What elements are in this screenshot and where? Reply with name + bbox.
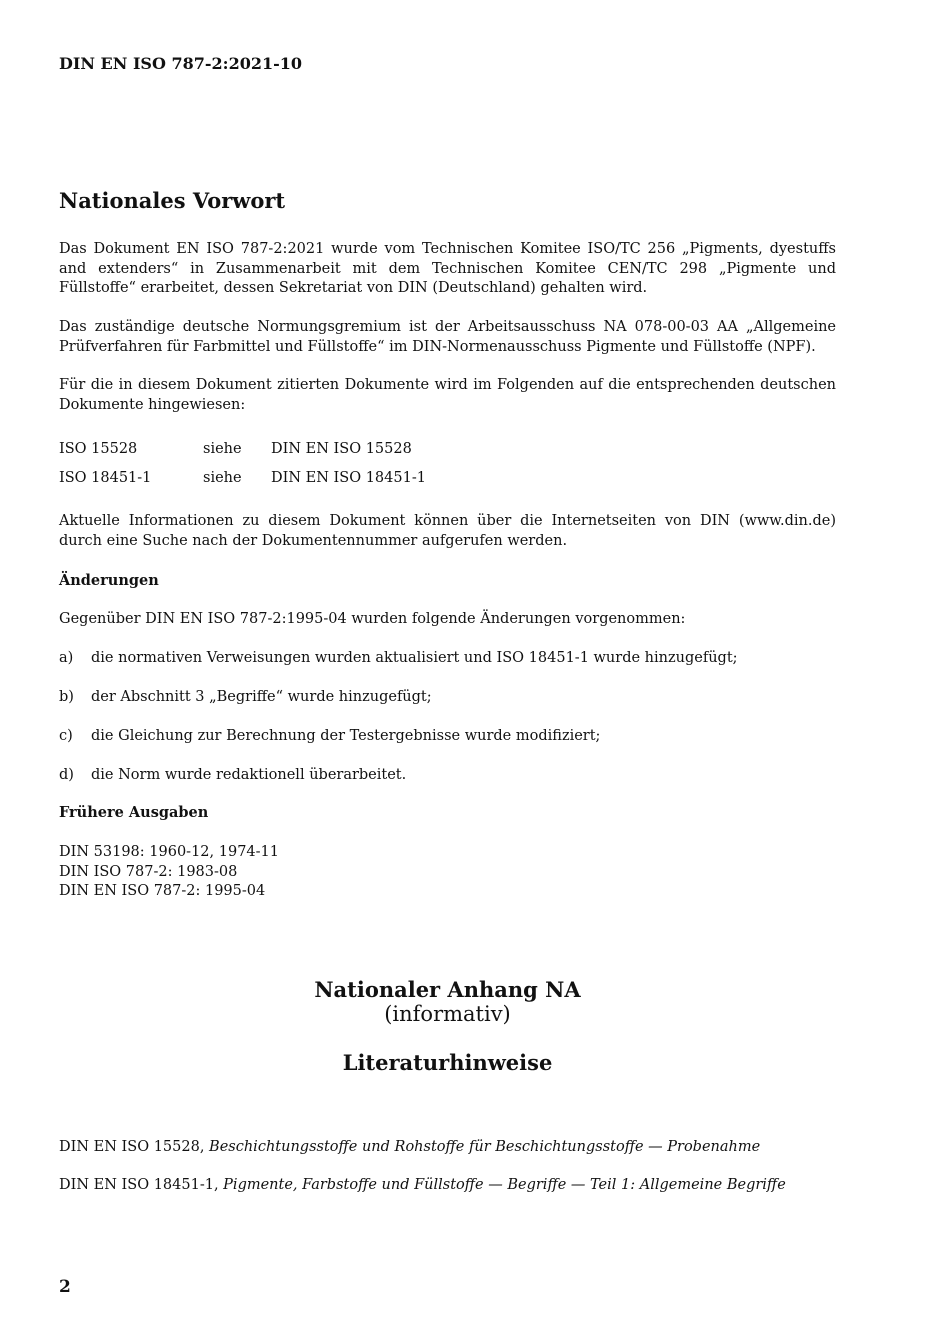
earlier-edition-line: DIN ISO 787-2: 1983-08 xyxy=(59,863,238,880)
section-title-national-foreword: Nationales Vorwort xyxy=(59,188,286,213)
list-marker: d) xyxy=(59,767,74,783)
reference-see: siehe xyxy=(203,470,242,486)
reference-iso: ISO 15528 xyxy=(59,441,138,457)
list-marker: c) xyxy=(59,728,73,744)
earlier-editions-heading: Frühere Ausgaben xyxy=(59,804,209,821)
bibliography-entry xyxy=(59,1138,836,1157)
list-text: der Abschnitt 3 „Begriffe“ wurde hinzugefügt; xyxy=(91,689,432,705)
bibliography-ref: DIN EN ISO 18451-1, xyxy=(59,1177,224,1193)
list-marker: b) xyxy=(59,689,74,705)
reference-iso: ISO 18451-1 xyxy=(59,470,152,486)
reference-see: siehe xyxy=(203,441,242,457)
list-text: die normativen Verweisungen wurden aktualisiert und ISO 18451-1 wurde hinzugefügt; xyxy=(91,650,738,666)
annex-title: Nationaler Anhang NA xyxy=(314,977,581,1002)
document-header-id: DIN EN ISO 787-2:2021-10 xyxy=(59,54,303,73)
list-text: die Gleichung zur Berechnung der Testergebnisse wurde modifiziert; xyxy=(91,728,601,744)
list-marker: a) xyxy=(59,650,74,666)
bibliography-entry xyxy=(59,1176,836,1195)
page-number: 2 xyxy=(59,1277,71,1297)
reference-din: DIN EN ISO 15528 xyxy=(271,441,412,457)
changes-intro: Gegenüber DIN EN ISO 787-2:1995-04 wurden folgende Änderungen vorgenommen: xyxy=(59,611,686,627)
annex-subtitle: (informativ) xyxy=(384,1002,511,1026)
foreword-paragraph-4: Aktuelle Informationen zu diesem Dokument können über die Internetseiten von DIN (www.din.de) durch eine Suche nach der Dokumentennummer aufgerufen werden. xyxy=(59,513,836,549)
list-text: die Norm wurde redaktionell überarbeitet. xyxy=(91,767,407,783)
earlier-edition-line: DIN EN ISO 787-2: 1995-04 xyxy=(59,883,266,899)
foreword-paragraph-3: Für die in diesem Dokument zitierten Dokumente wird im Folgenden auf die entsprechenden deutschen Dokumente hingewiesen: xyxy=(59,377,836,413)
earlier-edition-line: DIN 53198: 1960-12, 1974-11 xyxy=(59,844,279,860)
changes-heading: Änderungen xyxy=(59,572,159,589)
bibliography-title: Literaturhinweise xyxy=(342,1050,553,1075)
foreword-paragraph-2: Das zuständige deutsche Normungsgremium ist der Arbeitsausschuss NA 078-00-03 AA „Allgemeine Prüfverfahren für Farbmittel und Füllstoffe“ im DIN-Normenausschuss Pigmente und Füllstoffe (NPF). xyxy=(59,319,836,355)
bibliography-ref: DIN EN ISO 15528, xyxy=(59,1139,210,1155)
reference-din: DIN EN ISO 18451-1 xyxy=(271,470,426,486)
bibliography-title-text: Beschichtungsstoffe und Rohstoffe für Beschichtungsstoffe — Probenahme xyxy=(209,1139,761,1155)
earlier-editions-list xyxy=(59,843,836,902)
bibliography-title-text: Pigmente, Farbstoffe und Füllstoffe — Begriffe — Teil 1: Allgemeine Begriffe xyxy=(223,1177,786,1193)
foreword-paragraph-1: Das Dokument EN ISO 787-2:2021 wurde vom Technischen Komitee ISO/TC 256 „Pigments, dyestuffs and extenders“ in Zusammenarbeit mit dem Technischen Komitee CEN/TC 298 „Pigmente und Füllstoffe“ erarbeitet, dessen Sekretariat von DIN (Deutschland) gehalten wird. xyxy=(59,241,836,296)
